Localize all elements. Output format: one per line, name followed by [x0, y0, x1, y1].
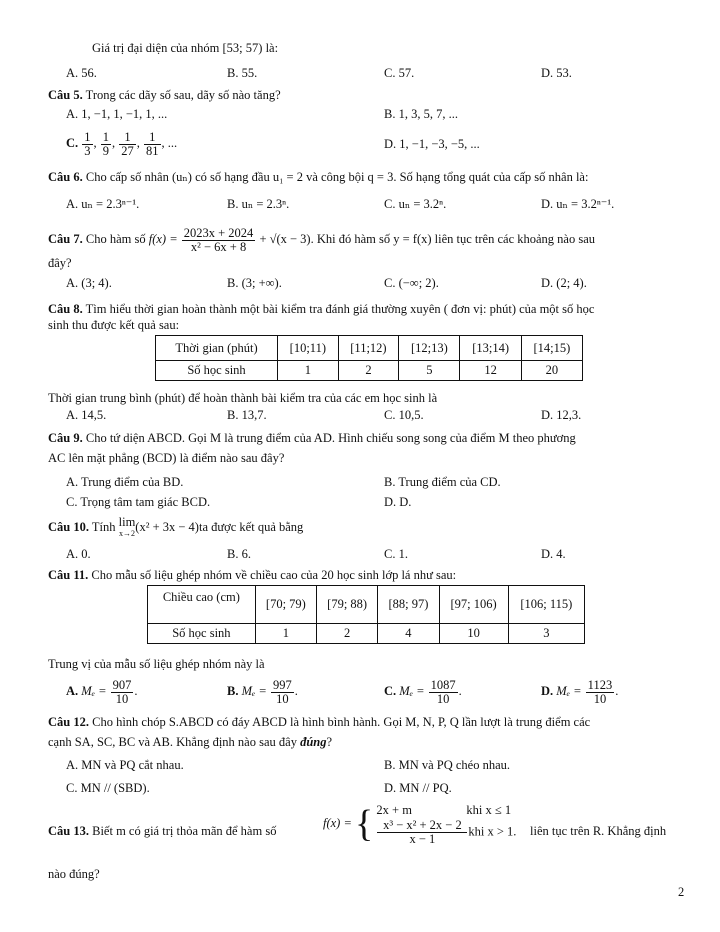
answer-a: A. MN và PQ cắt nhau.: [66, 758, 184, 772]
question-7: Câu 7. Cho hàm số f(x) = $\frac{2023x + 2024}{\text{x² − 6x + 8}}$ + √(x − 3). Khi đó hàm số y = f(x) liên tục trên các khoảng nào sau: [48, 225, 596, 254]
question-8: Câu 8. Tìm hiểu thời gian hoàn thành một bài kiểm tra đánh giá thường xuyên ( đơn vị: phút) của một số học: [48, 302, 595, 316]
table-header: [10;11): [278, 336, 339, 361]
table-cell: 20: [521, 361, 582, 381]
table-header: [70; 79): [255, 586, 316, 624]
question-8-cont: sinh thu được kết quả sau:: [48, 318, 180, 332]
answer-c: C. 57.: [384, 66, 415, 80]
table-cell: 5: [399, 361, 460, 381]
answer-d: D. (2; 4).: [541, 276, 587, 290]
question-5: Câu 5. Trong các dãy số sau, dãy số nào tăng?: [48, 88, 281, 102]
answer-d: D. MN // PQ.: [384, 781, 452, 795]
question-13-cont: liên tục trên R. Khẳng định: [530, 824, 667, 838]
table-cell: 4: [378, 624, 439, 644]
answer-d: D. 12,3.: [541, 408, 582, 422]
answer-c: C. $\frac{1}{3}$ , $\frac{1}{9}$ , $\frac{1}{27}$ , $\frac{1}{81}$ , ...: [66, 129, 178, 158]
table-header: [88; 97): [378, 586, 439, 624]
table-header: [12;13): [399, 336, 460, 361]
table-cell: 1: [255, 624, 316, 644]
table-cell: 2: [338, 361, 399, 381]
answer-b: B. 55.: [227, 66, 258, 80]
table-header: [79; 88): [317, 586, 378, 624]
page-number: 2: [678, 885, 685, 899]
table-header: [11;12): [338, 336, 399, 361]
answer-c: C. Mₑ = $\frac{1087}{10}$ .: [384, 677, 462, 706]
question-9: Câu 9. Cho tứ diện ABCD. Gọi M là trung điểm của AD. Hình chiếu song song của điểm M theo phương: [48, 431, 576, 445]
table-cell: Số học sinh: [156, 361, 278, 381]
table-cell: 12: [460, 361, 521, 381]
answer-c: C. 1.: [384, 547, 408, 561]
answer-b: B. Trung điểm của CD.: [384, 475, 501, 489]
table-header: [106; 115): [508, 586, 584, 624]
question-7-cont: đây?: [48, 256, 72, 270]
piecewise-function: f(x) = { 2x + m khi x ≤ 1 $\frac{\text{x³ − x² + 2x − 2}}{x - 1}$ khi x > 1.: [323, 802, 517, 846]
answer-b: B. MN và PQ chéo nhau.: [384, 758, 511, 772]
table-header: [14;15): [521, 336, 582, 361]
table-header: [13;14): [460, 336, 521, 361]
answer-b: B. 1, 3, 5, 7, ...: [384, 107, 458, 121]
answer-a: A. 0.: [66, 547, 91, 561]
answer-c: C. MN // (SBD).: [66, 781, 150, 795]
answer-b: B. 6.: [227, 547, 251, 561]
answer-d: D. 4.: [541, 547, 566, 561]
question-12-cont: cạnh SA, SC, BC và AB. Khẳng định nào sau đây đúng?: [48, 735, 333, 749]
answer-d: D. D.: [384, 495, 412, 509]
answer-c: C. uₙ = 3.2ⁿ.: [384, 197, 447, 211]
table-header: Chiều cao (cm): [148, 586, 256, 624]
table-cell: Số học sinh: [148, 624, 256, 644]
data-table-q11: [147, 585, 585, 644]
answer-b: B. Mₑ = $\frac{997}{10}$ .: [227, 677, 298, 706]
answer-c: C. Trọng tâm tam giác BCD.: [66, 495, 211, 509]
answer-a: A. (3; 4).: [66, 276, 112, 290]
table-cell: 3: [508, 624, 584, 644]
answer-a: A. 1, −1, 1, −1, 1, ...: [66, 107, 168, 121]
answer-d: D. 1, −1, −3, −5, ...: [384, 137, 480, 151]
question-13: Câu 13. Biết m có giá trị thỏa mãn để hàm số: [48, 824, 277, 838]
answer-b: B. (3; +∞).: [227, 276, 282, 290]
table-cell: 10: [439, 624, 508, 644]
answer-b: B. uₙ = 2.3ⁿ.: [227, 197, 290, 211]
answer-c: C. 10,5.: [384, 408, 424, 422]
answer-d: D. uₙ = 3.2ⁿ⁻¹.: [541, 197, 615, 211]
answer-d: D. 53.: [541, 66, 572, 80]
question-8-prompt: Thời gian trung bình (phút) để hoàn thành bài kiểm tra của các em học sinh là: [48, 391, 438, 405]
question-13-end: nào đúng?: [48, 867, 100, 881]
table-header: [97; 106): [439, 586, 508, 624]
answer-a: A. uₙ = 2.3ⁿ⁻¹.: [66, 197, 140, 211]
question-12: Câu 12. Cho hình chóp S.ABCD có đáy ABCD là hình bình hành. Gọi M, N, P, Q lần lượt là trung điểm các: [48, 715, 591, 729]
answer-a: A. 56.: [66, 66, 97, 80]
data-table-q8: [155, 335, 583, 381]
question-6: Câu 6. Cho cấp số nhân (uₙ) có số hạng đầu u₁ = 2 và công bội q = 3. Số hạng tổng quát của cấp số nhân là:: [48, 170, 589, 184]
answer-a: A. Mₑ = $\frac{907}{10}$ .: [66, 677, 138, 706]
table-header: Thời gian (phút): [156, 336, 278, 361]
table-cell: 2: [317, 624, 378, 644]
answer-d: D. Mₑ = $\frac{1123}{10}$ .: [541, 677, 619, 706]
answer-c: C. (−∞; 2).: [384, 276, 439, 290]
question-11: Câu 11. Cho mẫu số liệu ghép nhóm về chiều cao của 20 học sinh lớp lá như sau:: [48, 568, 457, 582]
question-9-cont: AC lên mặt phẳng (BCD) là điểm nào sau đây?: [48, 451, 285, 465]
question-10: Câu 10. Tính lim x→2 (x² + 3x − 4)ta được kết quả bằng: [48, 515, 304, 539]
answer-a: A. Trung điểm của BD.: [66, 475, 184, 489]
answer-a: A. 14,5.: [66, 408, 107, 422]
table-cell: 1: [278, 361, 339, 381]
question-11-prompt: Trung vị của mẫu số liệu ghép nhóm này là: [48, 657, 265, 671]
answer-b: B. 13,7.: [227, 408, 267, 422]
intro-line: Giá trị đại diện của nhóm [53; 57) là:: [92, 41, 279, 55]
